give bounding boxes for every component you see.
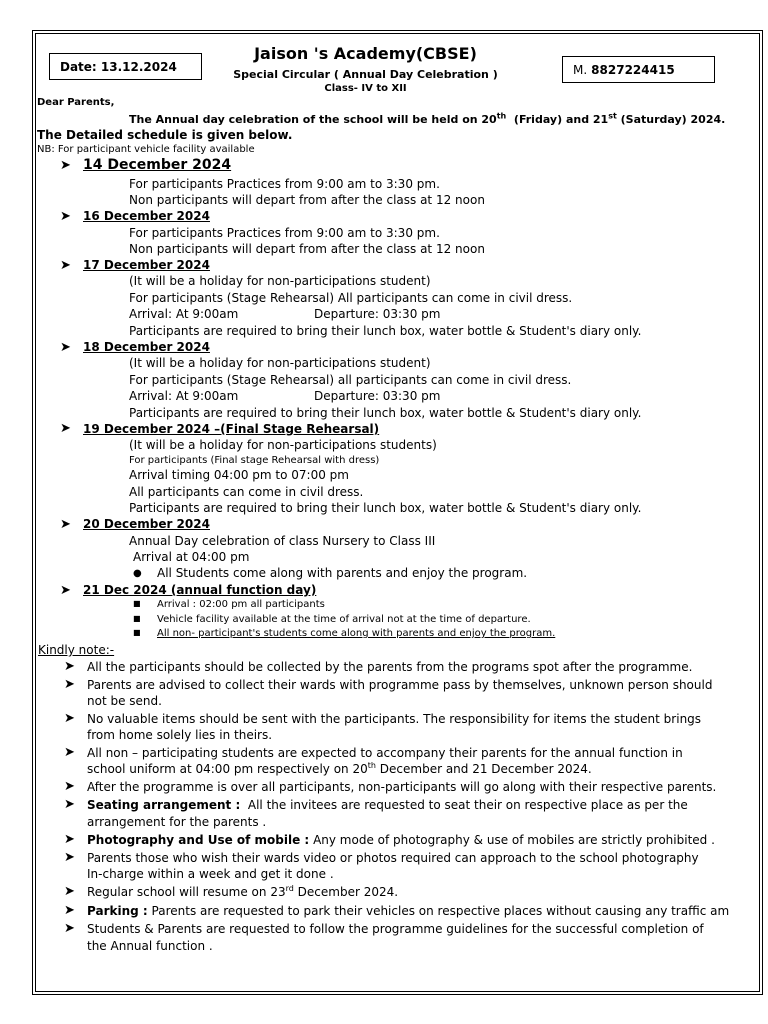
arrow-bullet-icon: ➤ — [60, 258, 71, 273]
arrow-bullet-icon: ➤ — [64, 850, 75, 865]
schedule-date-3: 17 December 2024 — [83, 258, 210, 272]
arrow-bullet-icon: ➤ — [60, 209, 71, 224]
note-3-cont: from home solely lies in theirs. — [87, 728, 273, 742]
note-6-text: All the invitees are requested to seat their on respective place as per the — [247, 798, 688, 812]
note-7-text: Any mode of photography & use of mobiles are strictly prohibited . — [313, 833, 715, 847]
schedule-heading: The Detailed schedule is given below. — [37, 128, 293, 142]
schedule-line: For participants (Stage Rehearsal) all participants can come in civil dress. — [129, 373, 572, 387]
announcement — [129, 113, 725, 126]
greeting: Dear Parents, — [37, 97, 115, 108]
announcement-part-3: (Saturday) 2024. — [620, 113, 726, 126]
note-11: Students & Parents are requested to follow the programme guidelines for the successful completion of — [87, 922, 704, 936]
arrow-bullet-icon: ➤ — [64, 921, 75, 936]
note-10 — [87, 904, 729, 918]
note-9-part-2: December 2024. — [297, 885, 399, 899]
arrow-bullet-icon: ➤ — [64, 779, 75, 794]
note-4-sup: th — [367, 761, 376, 770]
arrow-bullet-icon: ➤ — [64, 903, 75, 918]
note-4-part-2: December and 21 December 2024. — [379, 762, 592, 776]
arrow-bullet-icon: ➤ — [64, 832, 75, 847]
note-10-text: Parents are requested to park their vehicles on respective places without causing any traffic am — [151, 904, 730, 918]
schedule-date-5: 19 December 2024 –(Final Stage Rehearsal) — [83, 422, 380, 436]
school-name: Jaison 's Academy(CBSE) — [254, 44, 477, 63]
schedule-line: All non- participant's students come along with parents and enjoy the program. — [157, 628, 556, 639]
departure-time: Departure: 03:30 pm — [314, 389, 441, 403]
schedule-line: (It will be a holiday for non-participations student) — [129, 274, 431, 288]
mobile-prefix: M. — [573, 62, 588, 77]
schedule-line: Arrival : 02:00 pm all participants — [157, 599, 325, 610]
note-5: After the programme is over all participants, non-participants will go along with their respective parents. — [87, 780, 717, 794]
arrow-bullet-icon: ➤ — [64, 745, 75, 760]
arrival-time: Arrival: At 9:00am — [129, 389, 239, 403]
announcement-sup-1: th — [496, 111, 507, 121]
note-4-part-1: school uniform at 04:00 pm respectively on 20 — [87, 762, 368, 776]
square-bullet-icon: ■ — [133, 599, 141, 608]
schedule-line: For participants Practices from 9:00 am to 3:30 pm. — [129, 226, 440, 240]
arrow-bullet-icon: ➤ — [64, 659, 75, 674]
note-1: All the participants should be collected by the parents from the programs spot after the programme. — [87, 660, 693, 674]
schedule-date-4: 18 December 2024 — [83, 340, 210, 354]
schedule-date-7: 21 Dec 2024 (annual function day) — [83, 583, 317, 597]
square-bullet-icon: ■ — [133, 628, 141, 637]
schedule-line: Arrival timing 04:00 pm to 07:00 pm — [129, 468, 349, 482]
schedule-date-6: 20 December 2024 — [83, 517, 210, 531]
note-6-cont: arrangement for the parents . — [87, 815, 267, 829]
note-4-cont — [87, 762, 592, 776]
arrow-bullet-icon: ➤ — [64, 711, 75, 726]
schedule-line: All participants can come in civil dress. — [129, 485, 364, 499]
arrow-bullet-icon: ➤ — [64, 797, 75, 812]
circular-title: Special Circular ( Annual Day Celebration ) — [233, 68, 498, 81]
nb-note: NB: For participant vehicle facility available — [37, 144, 255, 155]
mobile-box — [562, 56, 715, 83]
schedule-line: (It will be a holiday for non-participations student) — [129, 356, 431, 370]
note-8: Parents those who wish their wards video or photos required can approach to the school photography — [87, 851, 699, 865]
arrow-bullet-icon: ➤ — [60, 421, 71, 436]
note-7-label: Photography and Use of mobile : — [87, 833, 310, 847]
square-bullet-icon: ■ — [133, 614, 141, 623]
arrow-bullet-icon: ➤ — [64, 677, 75, 692]
schedule-date-2: 16 December 2024 — [83, 209, 210, 223]
note-7 — [87, 833, 715, 847]
schedule-date-1: 14 December 2024 — [83, 157, 232, 173]
arrow-bullet-icon: ➤ — [60, 517, 71, 532]
date-label: Date: 13.12.2024 — [60, 59, 177, 74]
note-2: Parents are advised to collect their wards with programme pass by themselves, unknown person should — [87, 678, 713, 692]
schedule-line: Non participants will depart from after the class at 12 noon — [129, 193, 485, 207]
announcement-part-2: (Friday) and 21 — [513, 113, 609, 126]
schedule-line: Non participants will depart from after the class at 12 noon — [129, 242, 485, 256]
dot-bullet-icon: ● — [133, 568, 142, 579]
note-6-label: Seating arrangement : — [87, 798, 241, 812]
announcement-sup-2: st — [608, 111, 617, 121]
note-2-cont: not be send. — [87, 694, 162, 708]
note-6 — [87, 798, 688, 812]
arrow-bullet-icon: ➤ — [60, 340, 71, 355]
arrow-bullet-icon: ➤ — [60, 583, 71, 598]
mobile-number: 8827224415 — [591, 62, 675, 77]
schedule-line: For participants (Stage Rehearsal) All participants can come in civil dress. — [129, 291, 573, 305]
announcement-part-1: The Annual day celebration of the school will be held on 20 — [129, 113, 497, 126]
schedule-line: Vehicle facility available at the time of arrival not at the time of departure. — [157, 614, 531, 625]
schedule-line: For participants (Final stage Rehearsal with dress) — [129, 455, 380, 466]
note-9 — [87, 885, 398, 899]
schedule-line: All Students come along with parents and enjoy the program. — [157, 566, 528, 580]
note-10-label: Parking : — [87, 904, 148, 918]
class-range: Class- IV to XII — [324, 83, 407, 94]
schedule-line: (It will be a holiday for non-participations students) — [129, 438, 437, 452]
notes-heading: Kindly note:- — [38, 643, 115, 657]
schedule-line: Participants are required to bring their lunch box, water bottle & Student's diary only. — [129, 501, 642, 515]
departure-time: Departure: 03:30 pm — [314, 307, 441, 321]
note-11-cont: the Annual function . — [87, 939, 213, 953]
schedule-line: Arrival at 04:00 pm — [133, 550, 250, 564]
note-8-cont: In-charge within a week and get it done . — [87, 867, 334, 881]
schedule-line: For participants Practices from 9:00 am to 3:30 pm. — [129, 177, 440, 191]
arrival-time: Arrival: At 9:00am — [129, 307, 239, 321]
note-4: All non – participating students are expected to accompany their parents for the annual function in — [87, 746, 683, 760]
note-3: No valuable items should be sent with the participants. The responsibility for items the student brings — [87, 712, 702, 726]
schedule-line: Annual Day celebration of class Nursery to Class III — [129, 534, 436, 548]
note-9-sup: rd — [285, 884, 294, 893]
schedule-line: Participants are required to bring their lunch box, water bottle & Student's diary only. — [129, 324, 642, 338]
arrow-bullet-icon: ➤ — [64, 884, 75, 899]
schedule-line: Participants are required to bring their lunch box, water bottle & Student's diary only. — [129, 406, 642, 420]
arrow-bullet-icon: ➤ — [60, 158, 71, 173]
note-9-part-1: Regular school will resume on 23 — [87, 885, 286, 899]
